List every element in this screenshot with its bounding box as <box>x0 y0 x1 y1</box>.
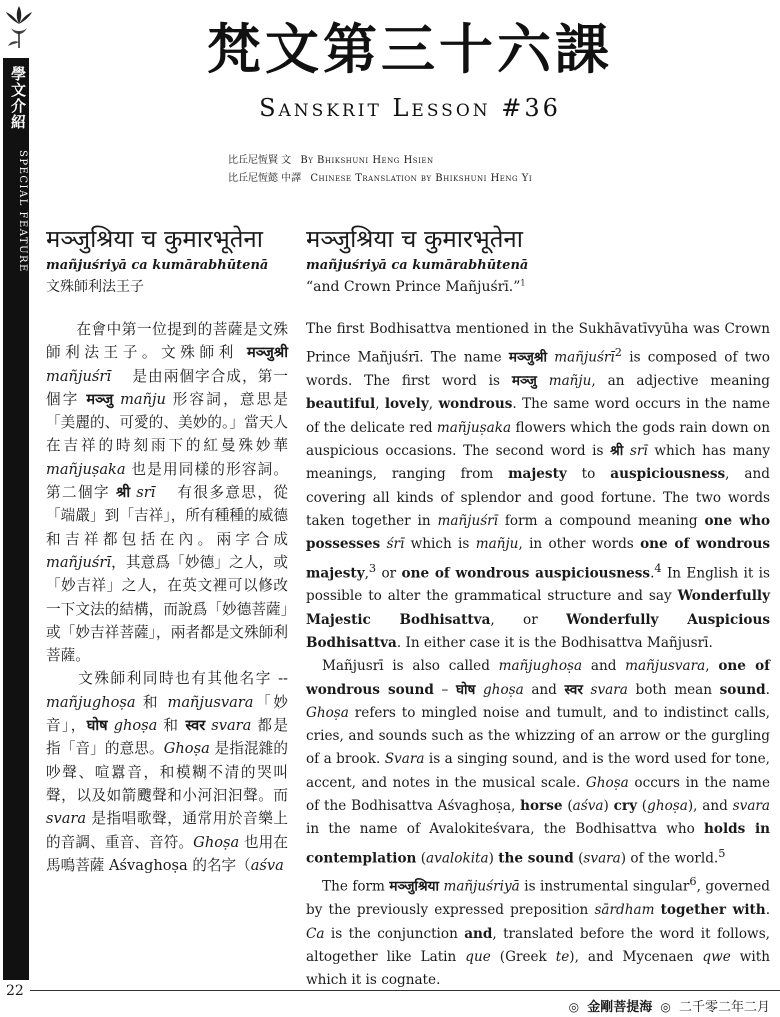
page-title-cn: 梵文第三十六課 <box>207 17 613 81</box>
chinese-column <box>46 222 288 877</box>
circle-mark-icon: ◎ <box>568 1000 580 1014</box>
credits <box>228 152 628 188</box>
english-body <box>306 318 770 992</box>
devanagari-heading: मञ्जुश्रिया च कुमारभूतेना <box>306 225 523 253</box>
chinese-paragraph: 文殊師利同時也有其他名字 -- mañjughoṣa 和 mañjusvara「妙音」，घोष ghoṣa 和 स्वर svara 都是指「音」的意思。Ghoṣa 是指混雜的吵聲、喧囂音，和模糊不清的哭叫聲，以及如箭颼聲和小河汩汩聲。而 svara 是指唱歌聲，通常用於音樂上的音調、重音、音符。Ghoṣa 也用在馬鳴菩薩 Aśvaghoṣa 的名字（aśva <box>46 670 289 874</box>
footer-rule <box>30 990 780 991</box>
chinese-paragraph: 在會中第一位提到的菩薩是文殊師利法王子。文殊師利 मञ्जुश्री mañjuśrī 是由兩個字合成，第一個字 मञ्जु mañju 形容詞，意思是「美麗的、可愛的、美妙的。」當天人在吉祥的時刻雨下的紅曼殊妙華 mañjuṣaka 也是用同樣的形容詞。第二個字 श्री srī 有很多意思，從「端嚴」到「吉祥」，所有種種的威德和吉祥都包括在內。兩字合成 mañjuśrī，其意爲「妙德」之人，或「妙吉祥」之人，在英文裡可以修改一下文法的結構，而說爲「妙德菩薩」或「妙吉祥菩薩」，兩者都是文殊師利菩薩。 <box>46 321 289 665</box>
magazine-name: 金剛菩提海 <box>587 1000 653 1015</box>
transliteration: mañjuśriyā ca kumārabhūtenā <box>46 258 269 273</box>
footnote-ref: 1 <box>520 278 526 288</box>
footer-masthead <box>565 996 770 1015</box>
english-paragraph: Mañjusrī is also called mañjughoṣa and mañjusvara, one of wondrous sound – घोष ghoṣa and स्वर svara both mean sound. Ghoṣa refers to mingled noise and tumult, and to indistinct calls, cries, and sounds such as the whizzing of an arrow or the gurgling of a brook. Svara is a singing sound, and is the word used for tone, accent, and notes in the musical scale. Ghoṣa occurs in the name of the Bodhisattva Aśvaghoṣa, horse (aśva) cry (ghoṣa), and svara in the name of Avalokiteśvara, the Bodhisattva who holds in contemplation (avalokita) the sound (svara) of the world.$^5$ <box>306 658 771 867</box>
chinese-body <box>46 318 288 877</box>
credit-author-en: By Bhikshuni Heng Hsien <box>300 155 434 166</box>
english-paragraph: The first Bodhisattva mentioned in the Sukhāvatīvyūha was Crown Prince Mañjuśrī. The name मञ्जुश्री mañjuśrī$^2$ is composed of two words. The first word is मञ्जु mañju, an adjective meaning beautiful, lovely, wondrous. The same word occurs in the name of the delicate red mañjuṣaka flowers which the gods rain down on auspicious occasions. The second word is श्री srī which has many meanings, ranging from majesty to auspiciousness, and covering all kinds of splendor and good fortune. The two words taken together in mañjuśrī form a compound meaning one who possesses śrī which is mañju, in other words one of wondrous majesty,$^3$ or one of wondrous auspiciousness.$^4$ In English it is possible to alter the grammatical structure and say Wonderfully Majestic Bodhisattva, or Wonderfully Auspicious Bodhisattva. In either case it is the Bodhisattva Mañjusrī. <box>306 321 771 651</box>
devanagari-heading: मञ्जुश्रिया च कुमारभूतेना <box>46 225 263 253</box>
english-subtitle <box>306 276 770 298</box>
page-number: 22 <box>6 983 24 999</box>
section-label-en: SPECIAL FEATURE <box>17 150 28 273</box>
chinese-subtitle: 文殊師利法王子 <box>46 279 144 295</box>
page-title-en: Sanskrit Lesson #36 <box>259 94 561 122</box>
english-paragraph: The form मञ्जुश्रिया mañjuśriyā is instrumental singular$^6$, governed by the previously expressed preposition sārdham together with. Ca is the conjunction and, translated before the word it follows, altogether like Latin que (Greek te), and Mycenaen qwe with which it is cognate. <box>306 874 771 989</box>
credit-author-cn: 比丘尼恆賢 文 <box>228 155 292 166</box>
issue-date: 二千零二年二月 <box>678 1000 770 1015</box>
english-subtitle-text: “and Crown Prince Mañjuśrī.” <box>306 279 521 295</box>
english-column <box>306 222 770 992</box>
transliteration: mañjuśriyā ca kumārabhūtenā <box>306 258 529 273</box>
credit-translator-en: Chinese Translation by Bhikshuni Heng Yi <box>310 173 533 184</box>
credit-translator-cn: 比丘尼恆懿 中譯 <box>228 173 302 184</box>
section-label-cn: 學文介紹 <box>9 66 27 130</box>
circle-mark-icon: ◎ <box>660 1000 671 1014</box>
lotus-ornament-icon <box>2 2 36 50</box>
